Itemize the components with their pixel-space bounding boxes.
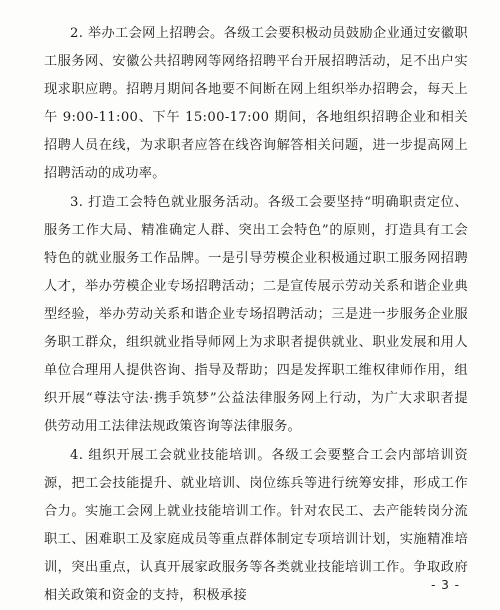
document-body [44,20,468,610]
page-number: - 3 - [431,578,460,592]
paragraph-employment-skills-training: 4. 组织开展工会就业技能培训。各级工会要整合工会内部培训资源，把工会技能提升、就业培训、岗位练兵等进行统筹安排，形成工作合力。实施工会网上就业技能培训工作。针对农民工、去产能转岗分流职工、困难职工及家庭成员等重点群体制定专项培训计划，实施精准培训，突出重点，认真开展家政服务等各类就业技能培训工作。争取政府相关政策和资金的支持，积极承接 [44,448,468,603]
paragraph-featured-employment-services: 3. 打造工会特色就业服务活动。各级工会要坚持“明确职责定位、服务工作大局、精准确定人群、突出工会特色”的原则，打造具有工会特色的就业服务工作品牌。一是引导劳模企业积极通过职工服务网招聘人才，举办劳模企业专场招聘活动；二是宣传展示劳动关系和谐企业典型经验，举办劳动关系和谐企业专场招聘活动；三是进一步服务企业服务职工群众，组织就业指导师网上为求职者提供就业、职业发展和用人单位合理用人提供咨询、指导及帮助；四是发挥职工维权律师作用，组织开展“尊法守法·携手筑梦”公益法律服务网上行动，为广大求职者提供劳动用工法律法规政策咨询等法律服务。 [44,195,468,434]
paragraph-online-job-fair: 2. 举办工会网上招聘会。各级工会要积极动员鼓励企业通过安徽职工服务网、安徽公共招聘网等网络招聘平台开展招聘活动，足不出户实现求职应聘。招聘月期间各地要不间断在网上组织举办招聘会，每天上午 9:00-11:00、下午 15:00-17:00 期间，各地组织招聘企业和相关招聘人员在线，为求职者应答在线咨询解答相关问题，进一步提高网上招聘活动的成功率。 [44,26,468,181]
